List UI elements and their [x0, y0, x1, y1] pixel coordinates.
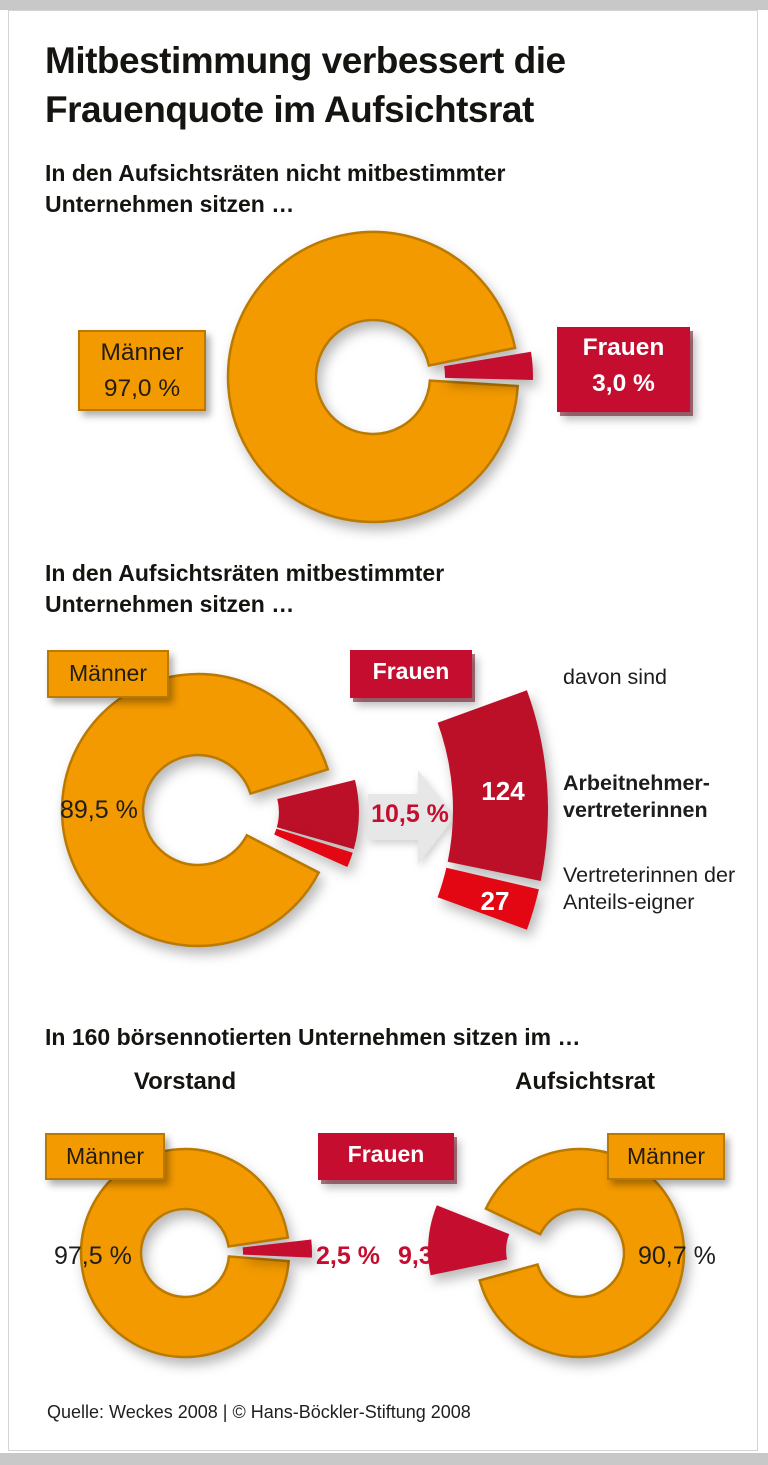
men-label-s1: Männer: [100, 339, 184, 366]
infographic-title: Mitbestimmung verbessert die Frauenquote im Aufsichtsrat: [45, 40, 566, 130]
women-legend-box-s3: [318, 1133, 454, 1180]
employee-reps-label: Arbeitnehmer-vertreterinnen: [563, 771, 710, 822]
women-value-s1: 3,0 %: [592, 370, 655, 397]
men-legend-box-s2: [47, 650, 169, 698]
women-label-s2: Frauen: [372, 658, 450, 684]
men-legend-box-aufsichtsrat: [607, 1133, 725, 1180]
men-value-s2: 89,5 %: [60, 796, 138, 824]
davon-sind-label: davon sind: [563, 665, 667, 689]
vorstand-title: Vorstand: [133, 1068, 237, 1095]
shareholder-reps-label: Vertreterinnen der Anteils-eigner: [563, 863, 736, 914]
employee-reps-count: 124: [481, 776, 525, 806]
men-legend-box-s1: [78, 330, 206, 411]
aufsichtsrat-women-value: 9,3 %: [398, 1242, 462, 1270]
section2-heading: In den Aufsichtsräten mitbestimmter Unternehmen sitzen …: [45, 560, 445, 617]
vorstand-men-value: 97,5 %: [54, 1242, 132, 1270]
top-border-strip: [0, 0, 768, 10]
women-legend-box-s2: [350, 650, 472, 698]
men-label-aufsichtsrat: Männer: [627, 1143, 705, 1169]
women-value-s2: 10,5 %: [371, 800, 449, 828]
shareholder-reps-count: 27: [480, 886, 510, 916]
section1-heading: In den Aufsichtsräten nicht mitbestimmter Unternehmen sitzen …: [45, 160, 506, 217]
aufsichtsrat-men-value: 90,7 %: [638, 1242, 716, 1270]
aufsichtsrat-title: Aufsichtsrat: [514, 1068, 656, 1095]
section3-heading: In 160 börsennotierten Unternehmen sitzen im …: [45, 1024, 581, 1050]
women-label-s1: Frauen: [582, 334, 665, 361]
men-value-s1: 97,0 %: [103, 375, 181, 402]
bottom-border-strip: [0, 1453, 768, 1465]
men-label-vorstand: Männer: [66, 1143, 144, 1169]
vorstand-women-value: 2,5 %: [316, 1242, 380, 1270]
women-legend-box-s1: [557, 327, 690, 412]
men-label-s2: Männer: [69, 660, 147, 686]
women-label-s3: Frauen: [347, 1141, 425, 1167]
men-legend-box-vorstand: [45, 1133, 165, 1180]
source-line: Quelle: Weckes 2008 | © Hans-Böckler-Stiftung 2008: [47, 1402, 471, 1422]
